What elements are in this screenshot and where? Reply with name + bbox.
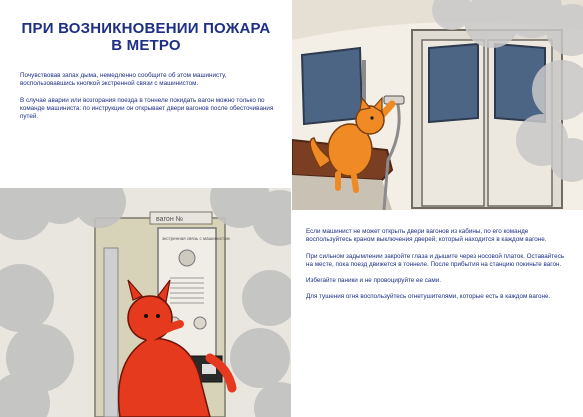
tip-paragraph-3: Избегайте паники и не провоцируйте ее сами. (306, 277, 442, 285)
intro-paragraph-1: Почувствовав запах дыма, немедленно сообщите об этом машинисту, воспользовавшись кнопкой экстренной связи с машинистом. (20, 72, 227, 88)
cat-door-illustration (292, 0, 583, 210)
tips-panel (292, 210, 583, 417)
wagon-number-label: вагон № (156, 216, 184, 223)
tips-text (306, 228, 568, 302)
intro-paragraph-2: В случае аварии или возгорания поезда в тоннеле покидать вагон можно только по команде машиниста: по инструкции он открывает двери вагонов после обесточивания путей. (20, 96, 274, 121)
cat-door-image (292, 0, 583, 210)
emergency-call-image (0, 188, 291, 417)
intro-text (20, 72, 275, 121)
page-title: ПРИ ВОЗНИКНОВЕНИИ ПОЖАРА В МЕТРО (21, 20, 271, 54)
tip-paragraph-1: Если машинист не может открыть двери вагонов из кабины, по его команде воспользуйтесь краном выключения дверей, который находится в каждом вагоне. (306, 228, 547, 244)
tip-paragraph-2: При сильном задымлении закройте глаза и дышите через носовой платок. Оставайтесь на месте, пока поезд движется в тоннеле. После прибытия на станцию покиньте вагон. (306, 252, 565, 268)
emergency-call-illustration (0, 188, 291, 417)
panel-caption: экстренная связь с машинистом (162, 236, 230, 241)
intro-panel (0, 0, 291, 188)
tip-paragraph-4: Для тушения огня воспользуйтесь огнетушителями, которые есть в каждом вагоне. (306, 293, 551, 301)
